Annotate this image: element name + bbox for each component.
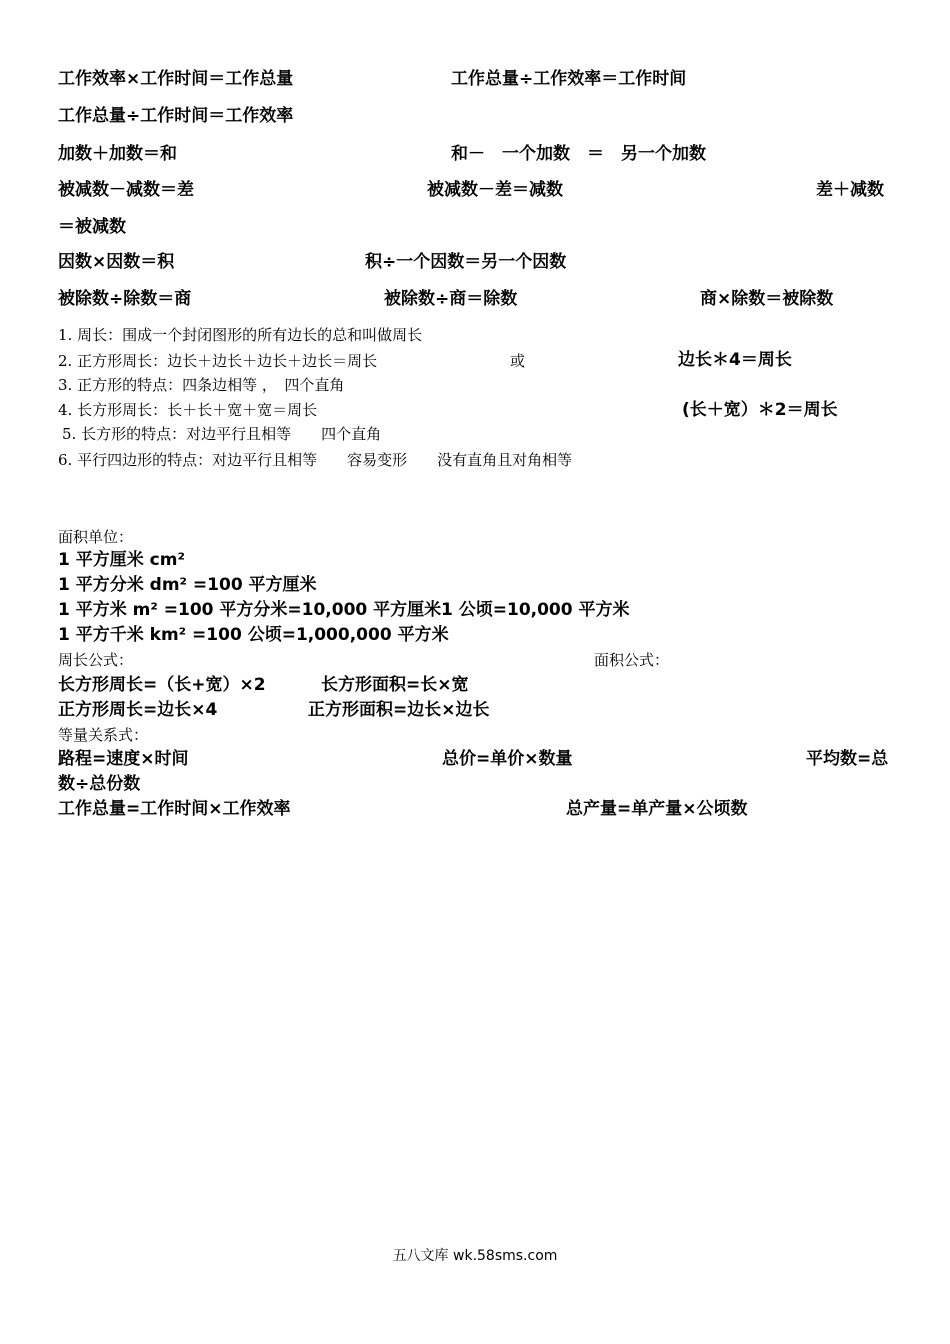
formula-division-divisor: 被除数÷商＝除数 xyxy=(384,289,518,309)
area-unit-cm2: 1 平方厘米 cm² xyxy=(58,550,185,570)
relation-total-price: 总价=单价×数量 xyxy=(442,749,573,769)
formula-subtraction-difference: 被减数－减数＝差 xyxy=(58,180,194,200)
footer-watermark: 五八文库 wk.58sms.com xyxy=(392,1248,558,1264)
formula-division-quotient: 被除数÷除数＝商 xyxy=(58,289,192,309)
square-perimeter-formula: 正方形周长=边长×4 xyxy=(58,700,218,720)
rectangle-area-formula: 长方形面积=长×宽 xyxy=(321,675,469,695)
note-parallelogram-features: 6. 平行四边形的特点：对边平行且相等 容易变形 没有直角且对角相等 xyxy=(58,451,573,469)
area-unit-km2: 1 平方千米 km² =100 公顷=1,000,000 平方米 xyxy=(58,625,449,645)
square-area-formula: 正方形面积=边长×边长 xyxy=(308,700,490,720)
perimeter-formulas-heading: 周长公式： xyxy=(58,651,134,669)
note-rectangle-perimeter: 4. 长方形周长：长＋长＋宽＋宽＝周长 xyxy=(58,401,318,419)
formula-work-efficiency: 工作总量÷工作时间＝工作效率 xyxy=(58,106,294,126)
formula-addition-sum: 加数＋加数＝和 xyxy=(58,144,177,164)
note-rectangle-features: 5. 长方形的特点：对边平行且相等 四个直角 xyxy=(62,425,382,443)
area-unit-m2: 1 平方米 m² =100 平方分米=10,000 平方厘米 xyxy=(58,600,442,620)
relation-work-total: 工作总量=工作时间×工作效率 xyxy=(58,799,291,819)
relation-average-b: 数÷总份数 xyxy=(58,774,141,794)
rectangle-perimeter-formula: 长方形周长=（长+宽）×2 xyxy=(58,675,266,695)
note-square-perimeter: 2. 正方形周长：边长＋边长＋边长＋边长＝周长 xyxy=(58,352,378,370)
formula-multiplication-product: 因数×因数＝积 xyxy=(58,252,175,272)
area-units-heading: 面积单位： xyxy=(58,528,134,546)
formula-subtraction-minuend-a: 差＋减数 xyxy=(816,180,884,200)
area-unit-hectare: 1 公顷=10,000 平方米 xyxy=(441,600,630,620)
area-formulas-heading: 面积公式： xyxy=(594,651,670,669)
area-unit-dm2: 1 平方分米 dm² =100 平方厘米 xyxy=(58,575,317,595)
note-perimeter-definition: 1. 周长：围成一个封闭图形的所有边长的总和叫做周长 xyxy=(58,326,423,344)
note-or: 或 xyxy=(510,352,526,370)
note-square-perimeter-alt: 边长＊4＝周长 xyxy=(678,350,792,370)
note-rectangle-perimeter-alt: (长＋宽）＊2＝周长 xyxy=(682,400,838,420)
formula-work-time: 工作总量÷工作效率＝工作时间 xyxy=(451,69,687,89)
relation-total-output: 总产量=单产量×公顷数 xyxy=(566,799,748,819)
formula-subtraction-minuend-b: ＝被减数 xyxy=(58,217,126,237)
note-square-features: 3. 正方形的特点：四条边相等 ， 四个直角 xyxy=(58,376,345,394)
relation-average-a: 平均数=总 xyxy=(806,749,889,769)
formula-subtraction-subtrahend: 被减数－差＝减数 xyxy=(427,180,563,200)
formula-addition-addend: 和－ 一个加数 ＝ 另一个加数 xyxy=(451,144,706,164)
formula-work-total: 工作效率×工作时间＝工作总量 xyxy=(58,69,294,89)
relation-distance: 路程=速度×时间 xyxy=(58,749,189,769)
formula-division-dividend: 商×除数＝被除数 xyxy=(700,289,834,309)
formula-multiplication-factor: 积÷一个因数＝另一个因数 xyxy=(365,252,567,272)
relations-heading: 等量关系式： xyxy=(58,726,149,744)
